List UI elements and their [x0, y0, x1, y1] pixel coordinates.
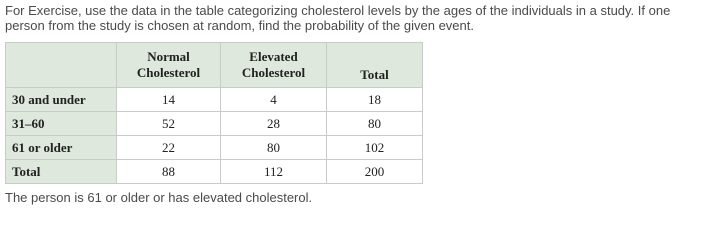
header-elevated-cholesterol — [221, 43, 327, 88]
cell-elevated: 4 — [221, 88, 327, 112]
table-row — [6, 160, 423, 184]
row-label-61-or-older: 61 or older — [6, 136, 117, 160]
header-normal-cholesterol — [117, 43, 221, 88]
cholesterol-age-table — [5, 42, 423, 184]
header-elevated-line2: Cholesterol — [241, 65, 306, 80]
table-row — [6, 112, 423, 136]
cell-total: 80 — [327, 112, 423, 136]
cell-normal: 22 — [117, 136, 221, 160]
cell-total: 102 — [327, 136, 423, 160]
table-row — [6, 136, 423, 160]
header-normal-line1: Normal — [147, 49, 190, 64]
row-label-total: Total — [6, 160, 117, 184]
table-row — [6, 88, 423, 112]
cell-normal: 52 — [117, 112, 221, 136]
cell-normal: 88 — [117, 160, 221, 184]
cell-elevated: 80 — [221, 136, 327, 160]
cell-total: 18 — [327, 88, 423, 112]
header-elevated-line1: Elevated — [249, 49, 298, 64]
cell-elevated: 28 — [221, 112, 327, 136]
row-label-30-and-under: 30 and under — [6, 88, 117, 112]
header-normal-line2: Cholesterol — [136, 65, 201, 80]
cell-elevated: 112 — [221, 160, 327, 184]
table-corner-cell — [6, 43, 117, 88]
exercise-instructions: For Exercise, use the data in the table categorizing cholesterol levels by the ages of the individuals in a study. If one person from the study is chosen at random, find the probability of the given event. — [5, 3, 671, 33]
row-label-31-60: 31–60 — [6, 112, 117, 136]
table-header-row — [6, 43, 423, 88]
cell-total: 200 — [327, 160, 423, 184]
cell-normal: 14 — [117, 88, 221, 112]
header-total: Total — [327, 43, 423, 88]
event-question: The person is 61 or older or has elevated cholesterol. — [5, 190, 313, 205]
